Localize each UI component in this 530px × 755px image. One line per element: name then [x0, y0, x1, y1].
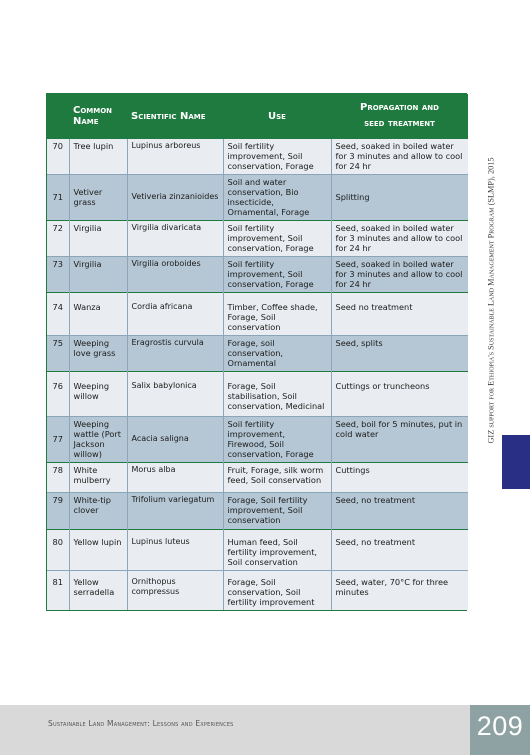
table-row: [47, 221, 468, 257]
header-scientific-name: Scientific Name: [127, 94, 223, 139]
table-row: [47, 530, 468, 571]
propagation: Seed, soaked in boiled water for 3 minutes and allow to cool for 24 hr: [331, 221, 468, 257]
table-row: [47, 571, 468, 611]
page-number-box: [470, 705, 530, 755]
common-name: Vetiver grass: [69, 175, 127, 221]
use: Forage, soil conservation, Ornamental: [223, 336, 331, 372]
table-row: [47, 493, 468, 530]
common-name: Wanza: [69, 293, 127, 336]
scientific-name: Trifolium variegatum: [127, 493, 223, 530]
use: Forage, Soil stabilisation, Soil conservation, Medicinal: [223, 372, 331, 417]
scientific-name: Virgilia divaricata: [127, 221, 223, 257]
species-table-container: [46, 93, 467, 611]
scientific-name: Eragrostis curvula: [127, 336, 223, 372]
table-row: [47, 139, 468, 175]
use: Forage, Soil conservation, Soil fertility improvement: [223, 571, 331, 611]
propagation: Seed, water, 70°C for three minutes: [331, 571, 468, 611]
row-number: 80: [47, 530, 69, 571]
scientific-name: Morus alba: [127, 463, 223, 493]
header-propagation: [331, 94, 468, 139]
page-number: 209: [476, 711, 524, 741]
use: Soil fertility improvement, Firewood, Soil conservation, Forage: [223, 417, 331, 463]
propagation: Splitting: [331, 175, 468, 221]
common-name: Yellow lupin: [69, 530, 127, 571]
table-row: [47, 463, 468, 493]
header-propagation-line2: seed treatment: [364, 118, 435, 129]
scientific-name: Cordia africana: [127, 293, 223, 336]
row-number: 78: [47, 463, 69, 493]
common-name: Yellow serradella: [69, 571, 127, 611]
row-number: 70: [47, 139, 69, 175]
propagation: Seed, boil for 5 minutes, put in cold water: [331, 417, 468, 463]
use: Timber, Coffee shade, Forage, Soil conservation: [223, 293, 331, 336]
table-row: [47, 336, 468, 372]
use: Soil fertility improvement, Soil conservation, Forage: [223, 221, 331, 257]
side-caption: [476, 156, 506, 444]
common-name: White mulberry: [69, 463, 127, 493]
header-num: [47, 94, 69, 139]
common-name: Tree lupin: [69, 139, 127, 175]
propagation: Seed, no treatment: [331, 530, 468, 571]
use: Fruit, Forage, silk worm feed, Soil conservation: [223, 463, 331, 493]
scientific-name: Acacia saligna: [127, 417, 223, 463]
scientific-name: Lupinus arboreus: [127, 139, 223, 175]
header-propagation-line1: Propagation and: [360, 102, 439, 113]
row-number: 79: [47, 493, 69, 530]
propagation: Seed, no treatment: [331, 493, 468, 530]
scientific-name: Virgilia oroboides: [127, 257, 223, 293]
side-caption-text: GIZ support for Ethiopia's Sustainable Land Management Program (SLMP), 2015: [486, 156, 496, 444]
use: Forage, Soil fertility improvement, Soil conservation: [223, 493, 331, 530]
row-number: 76: [47, 372, 69, 417]
header-common-name: Common Name: [69, 94, 127, 139]
footer-book-title: Sustainable Land Management: Lessons and Experiences: [48, 719, 234, 728]
propagation: Seed, soaked in boiled water for 3 minutes and allow to cool for 24 hr: [331, 257, 468, 293]
scientific-name: Vetiveria zinzanioides: [127, 175, 223, 221]
header-use: Use: [223, 94, 331, 139]
use: Soil fertility improvement, Soil conservation, Forage: [223, 257, 331, 293]
table-header-row: [47, 94, 468, 139]
use: Soil and water conservation, Bio insecticide, Ornamental, Forage: [223, 175, 331, 221]
use: Soil fertility improvement, Soil conservation, Forage: [223, 139, 331, 175]
page-footer: [0, 705, 530, 755]
row-number: 74: [47, 293, 69, 336]
common-name: Weeping willow: [69, 372, 127, 417]
table-row: [47, 293, 468, 336]
table-row: [47, 175, 468, 221]
propagation: Cuttings or truncheons: [331, 372, 468, 417]
propagation: Seed, soaked in boiled water for 3 minutes and allow to cool for 24 hr: [331, 139, 468, 175]
table-row: [47, 372, 468, 417]
propagation: Cuttings: [331, 463, 468, 493]
row-number: 75: [47, 336, 69, 372]
scientific-name: Ornithopus compressus: [127, 571, 223, 611]
table-row: [47, 257, 468, 293]
row-number: 81: [47, 571, 69, 611]
row-number: 73: [47, 257, 69, 293]
scientific-name: Lupinus luteus: [127, 530, 223, 571]
table-row: [47, 417, 468, 463]
row-number: 77: [47, 417, 69, 463]
common-name: White-tip clover: [69, 493, 127, 530]
species-table: [47, 94, 468, 610]
common-name: Virgilia: [69, 221, 127, 257]
common-name: Weeping love grass: [69, 336, 127, 372]
row-number: 71: [47, 175, 69, 221]
chapter-tab-marker: [502, 435, 530, 489]
common-name: Virgilia: [69, 257, 127, 293]
scientific-name: Salix babylonica: [127, 372, 223, 417]
row-number: 72: [47, 221, 69, 257]
use: Human feed, Soil fertility improvement, Soil conservation: [223, 530, 331, 571]
common-name: Weeping wattle (Port Jackson willow): [69, 417, 127, 463]
propagation: Seed, splits: [331, 336, 468, 372]
propagation: Seed no treatment: [331, 293, 468, 336]
